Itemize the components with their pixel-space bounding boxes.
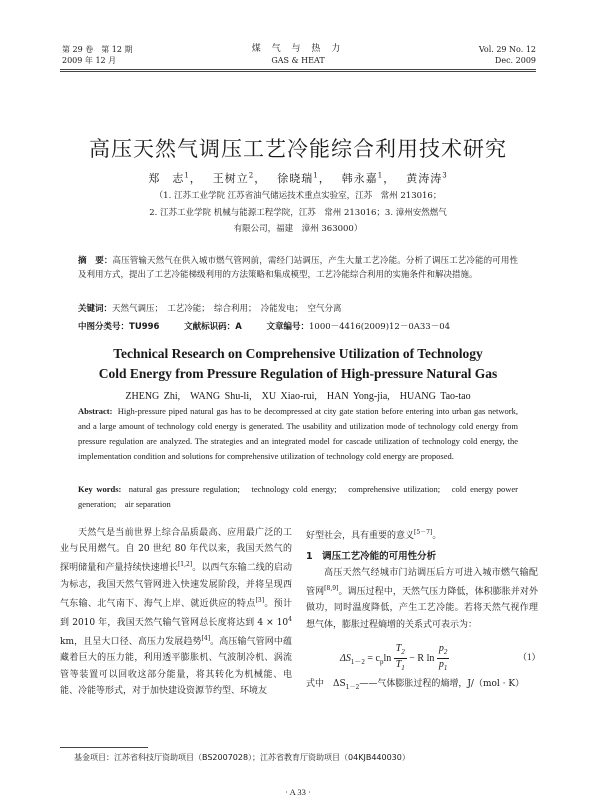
abstract-cn [78,254,518,282]
affiliation-line-1: （1. 江苏工业学院 江苏省油气储运技术重点实验室，江苏 常州 213016； [154,191,442,201]
body-paragraph-left: 天然气是当前世界上综合品质最高、应用最广泛的工业与民用燃气。自 20 世纪 80 年代以来，我国天然气的探明储量和产量持续快速增长[1,2]。以西气东输二线的启动为标志，我国天然气管网进入快速发展阶段，并将呈现西气东输、北气南下、海气上岸、就近供应的特点[3]。预计到 2010 年，我国天然气输气管网总长度将达到 4 × 10$^4$ km，且呈大口径、高压力发展趋势[4]。高压输气管网中蕴藏着巨大的压力能，利用透平膨胀机、气波制冷机、涡流管等装置可以回收这部分能量，将其转化为机械能、电能、冷能等形式，对于加快建设资源节约型、环境友 [60,528,292,696]
volume-issue: 第 29 卷 第 12 期 [62,45,133,54]
fraction-pressure: $\frac{p_2}{p_1}$ [438,643,448,672]
equation-note: 式中 $\Delta S_{1-2}——$气体膨胀过程的熵增，J/（mol · K） [306,679,525,691]
author-list-cn: 郑 志$^1$， 王树立$^2$， 徐晓瑞$^1$， 韩永嘉$^1$， 黄涛涛$^3$ [148,171,448,185]
citation: [5－7] [414,529,433,536]
keywords-en [78,482,518,512]
funding-footnote: 基金项目：江苏省科技厅资助项目（BS2007028）；江苏省教育厅资助项目（04KJB440030） [74,753,410,762]
author-list-en: ZHENG Zhi, WANG Shu-li, XU Xiao-rui, HAN Yong-jia, HUANG Tao-tao [125,391,471,402]
fraction-temperature: $\frac{T_2}{T_1}$ [395,643,405,672]
abstract-cn-text: 高压管输天然气在供入城市燃气管网前，需经门站调压，产生大量工艺冷能。分析了调压工艺冷能的可用性及利用方式，提出了工艺冷能梯级利用的方法策略和集成模型，工艺冷能综合利用的实施条件和解决措施。 [78,256,518,280]
equation-number: （1） [518,652,541,662]
author: 韩永嘉$^1$ [341,171,384,185]
journal-name-en: GAS & HEAT [271,56,325,65]
keywords-en-label: Key words: [78,484,122,494]
body-paragraph-right: 高压天然气经城市门站调压后方可进入城市燃气输配管网[8,9]。调压过程中，天然气压力降低，体积膨胀并对外做功，同时温度降低，产生工艺冷能。若将天然气视作理想气体，膨胀过程熵增的关系式可表示为： [306,568,538,630]
keywords-cn-text: 天然气调压； 工艺冷能； 综合利用； 冷能发电； 空气分离 [112,304,342,314]
clc-number: 中图分类号：TU996 [78,322,160,332]
journal-name-cn: 煤 气 与 热 力 [251,44,345,54]
issue-date: 2009 年 12 月 [62,56,117,65]
page-number: · A 33 · [285,787,311,797]
volume-issue-en: Vol. 29 No. 12 [478,45,536,54]
classification-cn [78,320,518,334]
document-code: 文献标识码：A [184,322,242,332]
abstract-en-label: Abstract: [78,406,113,416]
journal-volume-en [479,44,536,66]
equation-1: $\Delta S_{1-2} = c_p\ln$ $\frac{T_2}{T_1}$ − R ln $\frac{p_2}{p_1}$ [340,643,448,672]
paper-title-cn: 高压天然气调压工艺冷能综合利用技术研究 [89,137,507,161]
keywords-cn [78,302,518,316]
author: 徐晓瑞$^1$ [277,171,319,185]
abstract-en-text: High-pressure piped natural gas has to be decompressed at city gate station before entering into urban gas network, and a large amount of technology cold energy is generated. The usability and utilization mode of technology cold energy from pressure regulation are analyzed. The strategies and an integrated model for cascade utilization of technology cold energy, the implementation condition and solutions for comprehensive utilization of technology cold energy are proposed. [78,406,518,461]
keywords-cn-label: 关键词： [78,304,113,314]
footnote-rule [60,747,148,748]
author: 王树立$^2$ [212,171,255,185]
header-rule-1 [60,69,536,70]
paper-title-en-line-2: Cold Energy from Pressure Regulation of High-pressure Natural Gas [98,366,498,381]
citation: [8,9] [324,585,339,593]
affiliation-line-3: 有限公司，福建 漳州 363000） [233,224,363,234]
author: 郑 志$^1$ [148,171,190,185]
keywords-en-text: natural gas pressure regulation; technology cold energy; comprehensive utilization; cold energy power generation; air separation [78,484,518,509]
author: 黄涛涛$^3$ [406,171,448,185]
header-rule-2 [60,71,536,72]
citation: [3] [255,596,265,604]
citation: [4] [201,635,211,643]
issue-date-en: Dec. 2009 [494,56,536,65]
abstract-cn-label: 摘 要： [78,256,113,266]
section-heading-1: 1 调压工艺冷能的可用性分析 [306,551,437,562]
affiliation-line-2: 2. 江苏工业学院 机械与能源工程学院，江苏 常州 213016；3. 漳州安然燃气 [149,208,447,218]
body-paragraph-right-top: 好型社会，具有重要的意义[5－7]。 [306,529,442,541]
article-number: 文章编号：1000－4416(2009)12－0A33－04 [266,322,451,332]
paper-title-en-line-1: Technical Research on Comprehensive Utilization of Technology [113,346,483,361]
abstract-en [78,404,518,464]
citation: [1,2] [177,561,193,569]
